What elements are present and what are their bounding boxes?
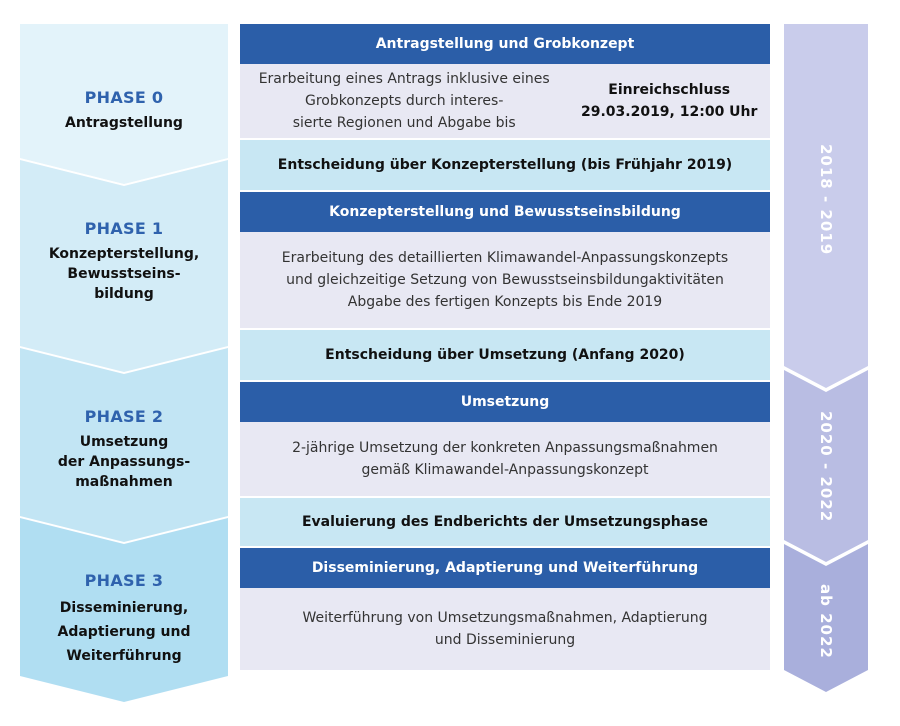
phase-3-label — [20, 552, 228, 686]
phase-title: PHASE 0 — [84, 87, 164, 107]
phase-2-label — [20, 384, 228, 514]
step-body-text: Erarbeitung eines Antrags inklusive eines Grobkonzepts durch interes- sierte Regionen und Abgabe bis — [258, 71, 550, 131]
year-label-2018-2019 — [784, 40, 868, 360]
year-text: 2018 - 2019 — [817, 144, 835, 256]
step-body-konzepterstellung: Erarbeitung des detaillierten Klimawandel-Anpassungskonzepts und gleichzeitige Setzung von Bewusstseinsbildungaktivitäten Abgabe des fertigen Konzepts bis Ende 2019 — [240, 232, 770, 328]
step-header-umsetzung: Umsetzung — [240, 382, 770, 422]
step-body-disseminierung: Weiterführung von Umsetzungsmaßnahmen, Adaptierung und Disseminierung — [240, 588, 770, 670]
phase-subtitle: Antragstellung — [65, 114, 183, 131]
year-text: 2020 - 2022 — [817, 411, 835, 523]
step-body-umsetzung: 2-jährige Umsetzung der konkreten Anpassungsmaßnahmen gemäß Klimawandel-Anpassungskonzept — [240, 422, 770, 496]
deadline-text: Einreichschluss 29.03.2019, 12:00 Uhr — [580, 82, 758, 120]
phase-0-label — [20, 60, 228, 160]
year-label-ab-2022 — [784, 566, 868, 676]
phase-subtitle: Konzepterstellung, Bewusstseins- bildung — [48, 245, 200, 302]
year-label-2020-2022 — [784, 392, 868, 542]
step-header-konzepterstellung: Konzepterstellung und Bewusstseinsbildung — [240, 192, 770, 232]
step-header-antragstellung: Antragstellung und Grobkonzept — [240, 24, 770, 64]
phase-subtitle: Disseminierung, Adaptierung und Weiterführung — [57, 599, 191, 664]
step-header-disseminierung: Disseminierung, Adaptierung und Weiterführung — [240, 548, 770, 588]
decision-konzepterstellung: Entscheidung über Konzepterstellung (bis Frühjahr 2019) — [240, 140, 770, 190]
decision-umsetzung: Entscheidung über Umsetzung (Anfang 2020) — [240, 330, 770, 380]
decision-evaluierung: Evaluierung des Endberichts der Umsetzungsphase — [240, 498, 770, 546]
year-text: ab 2022 — [817, 583, 835, 659]
phase-title: PHASE 1 — [84, 218, 164, 238]
step-body-antragstellung — [240, 64, 770, 138]
phase-1-label — [20, 196, 228, 326]
phase-title: PHASE 3 — [84, 570, 164, 590]
phase-subtitle: Umsetzung der Anpassungs- maßnahmen — [57, 433, 191, 490]
phase-title: PHASE 2 — [84, 406, 164, 426]
